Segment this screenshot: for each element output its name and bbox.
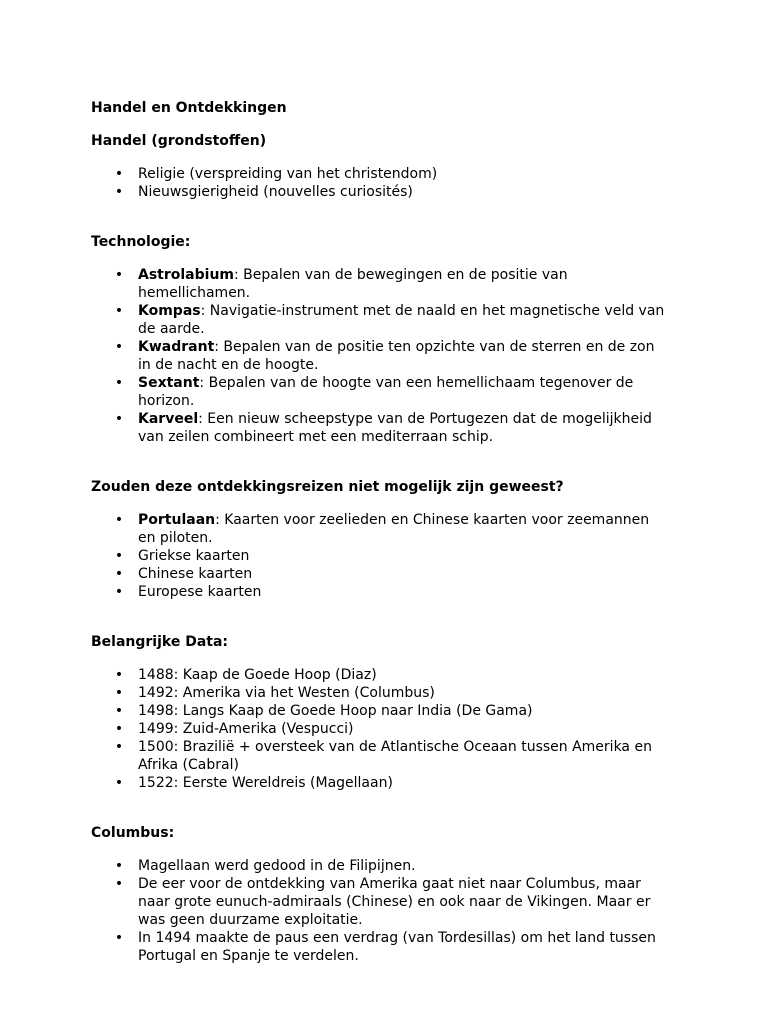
list-item: • Astrolabium: Bepalen van de bewegingen en de positie van hemellichamen. <box>114 267 568 301</box>
bullet-icon: • <box>114 930 124 946</box>
bullet-icon: • <box>114 267 124 283</box>
list-item: • Kompas: Navigatie-instrument met de naald en het magnetische veld van de aarde. <box>114 303 665 337</box>
section-heading-technologie: Technologie: <box>91 234 191 250</box>
list-data <box>91 666 668 792</box>
list-item: • In 1494 maakte de paus een verdrag (van Tordesillas) om het land tussen Portugal en Spanje te verdelen. <box>114 930 656 964</box>
bullet-icon: • <box>114 584 124 600</box>
list-technologie <box>91 266 668 446</box>
document-title: Handel en Ontdekkingen <box>91 100 287 116</box>
bullet-icon: • <box>114 566 124 582</box>
section-heading-handel: Handel (grondstoffen) <box>91 133 267 149</box>
list-item: • Kwadrant: Bepalen van de positie ten opzichte van de sterren en de zon in de nacht en de hoogte. <box>114 339 655 373</box>
list-item: • 1499: Zuid-Amerika (Vespucci) <box>114 721 354 737</box>
term-label: Portulaan <box>138 512 216 528</box>
bullet-icon: • <box>114 876 124 892</box>
bullet-icon: • <box>114 411 124 427</box>
bullet-icon: • <box>114 166 124 182</box>
list-item: • Griekse kaarten <box>114 548 250 564</box>
list-item: • Chinese kaarten <box>114 566 253 582</box>
bullet-icon: • <box>114 703 124 719</box>
list-item: • De eer voor de ontdekking van Amerika gaat niet naar Columbus, maar naar grote eunuch-admiraals (Chinese) en ook naar de Vikingen. Maar er was geen duurzame exploitatie. <box>114 876 651 928</box>
list-ontdekkingsreizen <box>91 511 668 601</box>
bullet-icon: • <box>114 339 124 355</box>
list-item: • 1522: Eerste Wereldreis (Magellaan) <box>114 775 393 791</box>
bullet-icon: • <box>114 739 124 755</box>
bullet-icon: • <box>114 303 124 319</box>
list-columbus <box>91 857 668 965</box>
term-label: Sextant <box>138 375 200 391</box>
list-item: • Magellaan werd gedood in de Filipijnen. <box>114 858 416 874</box>
list-item: • Sextant: Bepalen van de hoogte van een hemellichaam tegenover de horizon. <box>114 375 634 409</box>
list-item: • Europese kaarten <box>114 584 262 600</box>
list-item: • 1488: Kaap de Goede Hoop (Diaz) <box>114 667 377 683</box>
list-item: • 1500: Brazilië + oversteek van de Atlantische Oceaan tussen Amerika en Afrika (Cabral) <box>114 739 652 773</box>
list-item: • Portulaan: Kaarten voor zeelieden en Chinese kaarten voor zeemannen en piloten. <box>114 512 650 546</box>
list-item: • Religie (verspreiding van het christendom) <box>114 166 438 182</box>
list-item: • Karveel: Een nieuw scheepstype van de Portugezen dat de mogelijkheid van zeilen combineert met een mediterraan schip. <box>114 411 652 445</box>
bullet-icon: • <box>114 685 124 701</box>
section-heading-columbus: Columbus: <box>91 825 175 841</box>
bullet-icon: • <box>114 775 124 791</box>
bullet-icon: • <box>114 667 124 683</box>
bullet-icon: • <box>114 721 124 737</box>
term-label: Karveel <box>138 411 199 427</box>
bullet-icon: • <box>114 184 124 200</box>
list-item: • Nieuwsgierigheid (nouvelles curiosités) <box>114 184 413 200</box>
list-item: • 1492: Amerika via het Westen (Columbus) <box>114 685 435 701</box>
term-label: Kwadrant <box>138 339 215 355</box>
bullet-icon: • <box>114 858 124 874</box>
bullet-icon: • <box>114 512 124 528</box>
term-label: Kompas <box>138 303 201 319</box>
list-handel <box>91 165 668 201</box>
bullet-icon: • <box>114 548 124 564</box>
section-heading-ontdekkingsreizen: Zouden deze ontdekkingsreizen niet mogelijk zijn geweest? <box>91 479 564 495</box>
term-label: Astrolabium <box>138 267 235 283</box>
list-item: • 1498: Langs Kaap de Goede Hoop naar India (De Gama) <box>114 703 533 719</box>
bullet-icon: • <box>114 375 124 391</box>
section-heading-data: Belangrijke Data: <box>91 634 229 650</box>
